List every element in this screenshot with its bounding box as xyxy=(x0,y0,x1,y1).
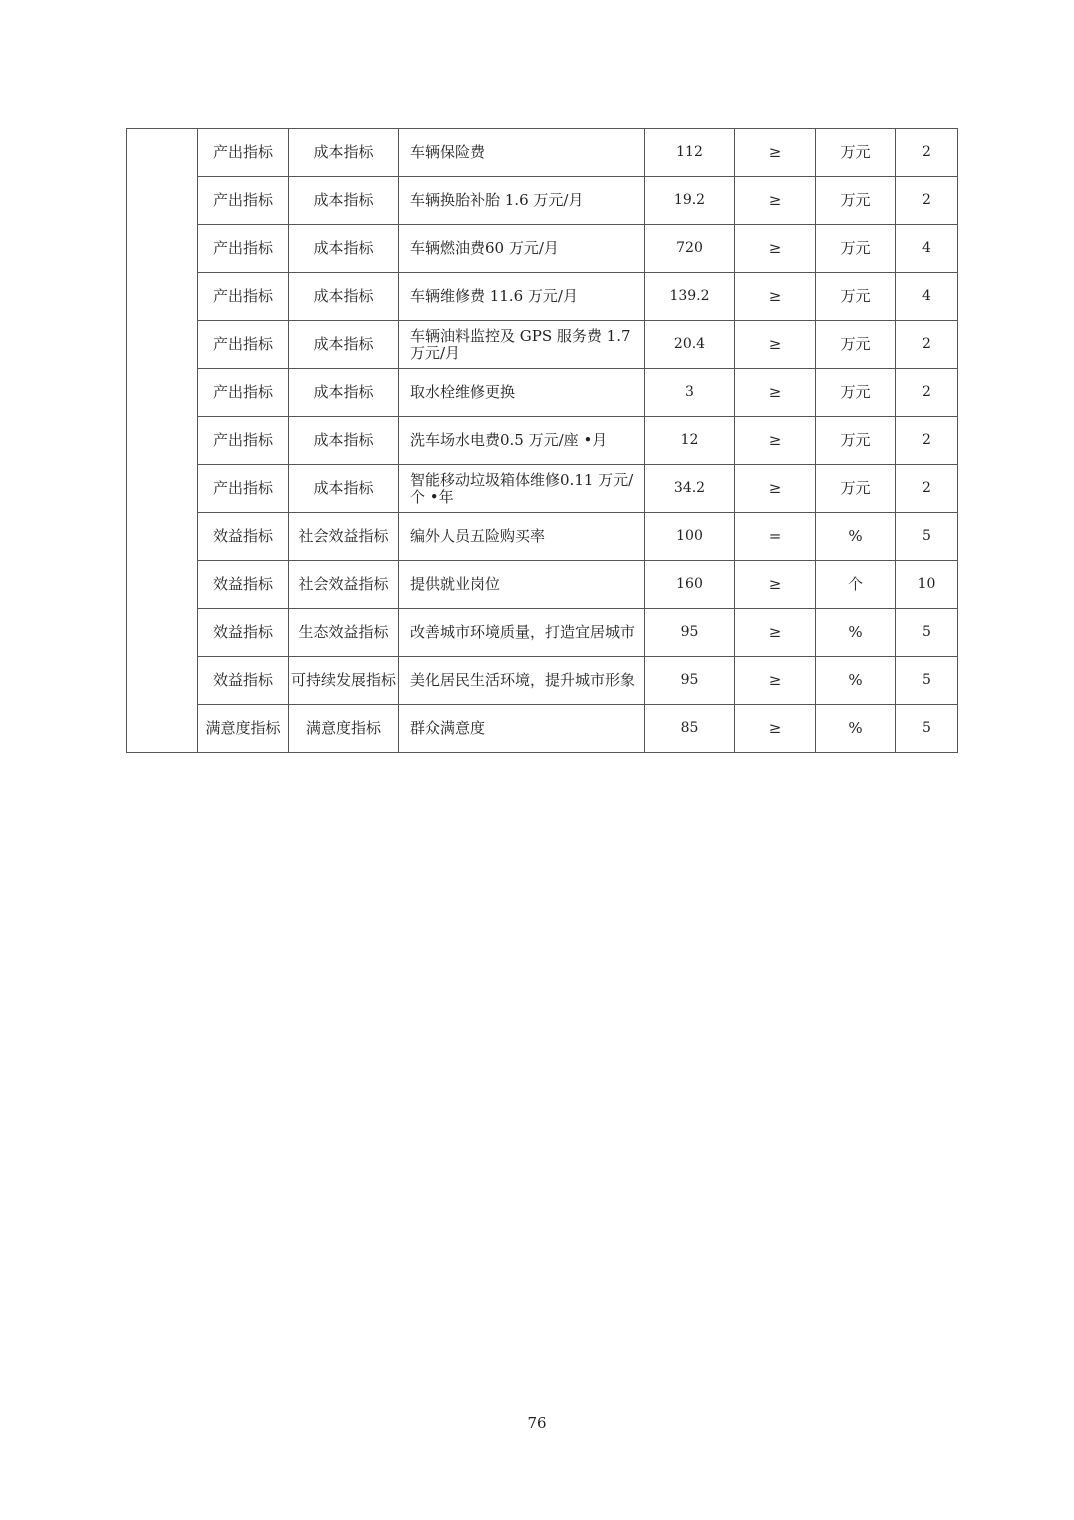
level1-indicator: 产出指标 xyxy=(198,273,289,321)
level2-indicator: 满意度指标 xyxy=(289,705,399,753)
score: 2 xyxy=(896,369,958,417)
target-value: 95 xyxy=(645,609,735,657)
level1-indicator: 产出指标 xyxy=(198,417,289,465)
score: 10 xyxy=(896,561,958,609)
target-value: 20.4 xyxy=(645,321,735,369)
table-row xyxy=(127,465,958,513)
table-row xyxy=(127,321,958,369)
level2-indicator: 成本指标 xyxy=(289,129,399,177)
level1-indicator: 满意度指标 xyxy=(198,705,289,753)
comparison-operator: ≥ xyxy=(735,705,816,753)
level2-indicator: 成本指标 xyxy=(289,225,399,273)
score: 2 xyxy=(896,129,958,177)
target-value: 85 xyxy=(645,705,735,753)
score: 4 xyxy=(896,273,958,321)
table-row xyxy=(127,273,958,321)
level3-indicator: 车辆维修费 11.6 万元/月 xyxy=(399,273,645,321)
comparison-operator: ≥ xyxy=(735,321,816,369)
table-row xyxy=(127,513,958,561)
target-value: 12 xyxy=(645,417,735,465)
score: 5 xyxy=(896,513,958,561)
level2-indicator: 成本指标 xyxy=(289,177,399,225)
level2-indicator: 可持续发展指标 xyxy=(289,657,399,705)
unit: 万元 xyxy=(816,321,896,369)
comparison-operator: ≥ xyxy=(735,177,816,225)
unit: 万元 xyxy=(816,177,896,225)
score: 2 xyxy=(896,465,958,513)
unit: % xyxy=(816,513,896,561)
comparison-operator: ≥ xyxy=(735,609,816,657)
level3-indicator: 洗车场水电费0.5 万元/座 •月 xyxy=(399,417,645,465)
level3-indicator: 车辆油料监控及 GPS 服务费 1.7 万元/月 xyxy=(399,321,645,369)
table-row xyxy=(127,561,958,609)
level3-indicator: 智能移动垃圾箱体维修0.11 万元/个 •年 xyxy=(399,465,645,513)
level1-indicator: 效益指标 xyxy=(198,513,289,561)
level1-indicator: 效益指标 xyxy=(198,609,289,657)
level3-indicator: 车辆换胎补胎 1.6 万元/月 xyxy=(399,177,645,225)
table-row xyxy=(127,705,958,753)
level2-indicator: 成本指标 xyxy=(289,369,399,417)
comparison-operator: ≥ xyxy=(735,465,816,513)
target-value: 95 xyxy=(645,657,735,705)
level3-indicator: 取水栓维修更换 xyxy=(399,369,645,417)
unit: 万元 xyxy=(816,129,896,177)
level1-indicator: 效益指标 xyxy=(198,561,289,609)
unit: % xyxy=(816,705,896,753)
target-value: 139.2 xyxy=(645,273,735,321)
level1-indicator: 产出指标 xyxy=(198,177,289,225)
table-row xyxy=(127,609,958,657)
level1-indicator: 产出指标 xyxy=(198,465,289,513)
comparison-operator: ≥ xyxy=(735,225,816,273)
level2-indicator: 社会效益指标 xyxy=(289,513,399,561)
target-value: 19.2 xyxy=(645,177,735,225)
level1-indicator: 产出指标 xyxy=(198,129,289,177)
merged-category-cell xyxy=(127,129,198,753)
page-number: 76 xyxy=(527,1414,547,1432)
level3-indicator: 车辆燃油费60 万元/月 xyxy=(399,225,645,273)
target-value: 100 xyxy=(645,513,735,561)
score: 2 xyxy=(896,177,958,225)
table-body xyxy=(127,129,958,753)
table-row xyxy=(127,657,958,705)
unit: % xyxy=(816,657,896,705)
comparison-operator: ≥ xyxy=(735,657,816,705)
level2-indicator: 成本指标 xyxy=(289,465,399,513)
comparison-operator: = xyxy=(735,513,816,561)
comparison-operator: ≥ xyxy=(735,561,816,609)
comparison-operator: ≥ xyxy=(735,369,816,417)
comparison-operator: ≥ xyxy=(735,273,816,321)
level3-indicator: 改善城市环境质量，打造宜居城市 xyxy=(399,609,645,657)
table-row xyxy=(127,225,958,273)
level3-indicator: 提供就业岗位 xyxy=(399,561,645,609)
table-row xyxy=(127,177,958,225)
unit: 个 xyxy=(816,561,896,609)
target-value: 720 xyxy=(645,225,735,273)
table-row xyxy=(127,129,958,177)
score: 2 xyxy=(896,321,958,369)
target-value: 112 xyxy=(645,129,735,177)
level1-indicator: 产出指标 xyxy=(198,225,289,273)
comparison-operator: ≥ xyxy=(735,417,816,465)
score: 2 xyxy=(896,417,958,465)
unit: 万元 xyxy=(816,417,896,465)
unit: 万元 xyxy=(816,465,896,513)
unit: 万元 xyxy=(816,225,896,273)
unit: 万元 xyxy=(816,273,896,321)
performance-indicator-table xyxy=(126,128,958,753)
level2-indicator: 成本指标 xyxy=(289,273,399,321)
level1-indicator: 效益指标 xyxy=(198,657,289,705)
target-value: 160 xyxy=(645,561,735,609)
score: 5 xyxy=(896,657,958,705)
table-row xyxy=(127,417,958,465)
target-value: 34.2 xyxy=(645,465,735,513)
score: 5 xyxy=(896,609,958,657)
table-row xyxy=(127,369,958,417)
level1-indicator: 产出指标 xyxy=(198,321,289,369)
level1-indicator: 产出指标 xyxy=(198,369,289,417)
level2-indicator: 社会效益指标 xyxy=(289,561,399,609)
unit: 万元 xyxy=(816,369,896,417)
level3-indicator: 美化居民生活环境，提升城市形象 xyxy=(399,657,645,705)
level3-indicator: 车辆保险费 xyxy=(399,129,645,177)
target-value: 3 xyxy=(645,369,735,417)
level2-indicator: 生态效益指标 xyxy=(289,609,399,657)
level2-indicator: 成本指标 xyxy=(289,321,399,369)
score: 4 xyxy=(896,225,958,273)
level2-indicator: 成本指标 xyxy=(289,417,399,465)
unit: % xyxy=(816,609,896,657)
level3-indicator: 群众满意度 xyxy=(399,705,645,753)
level3-indicator: 编外人员五险购买率 xyxy=(399,513,645,561)
score: 5 xyxy=(896,705,958,753)
comparison-operator: ≥ xyxy=(735,129,816,177)
